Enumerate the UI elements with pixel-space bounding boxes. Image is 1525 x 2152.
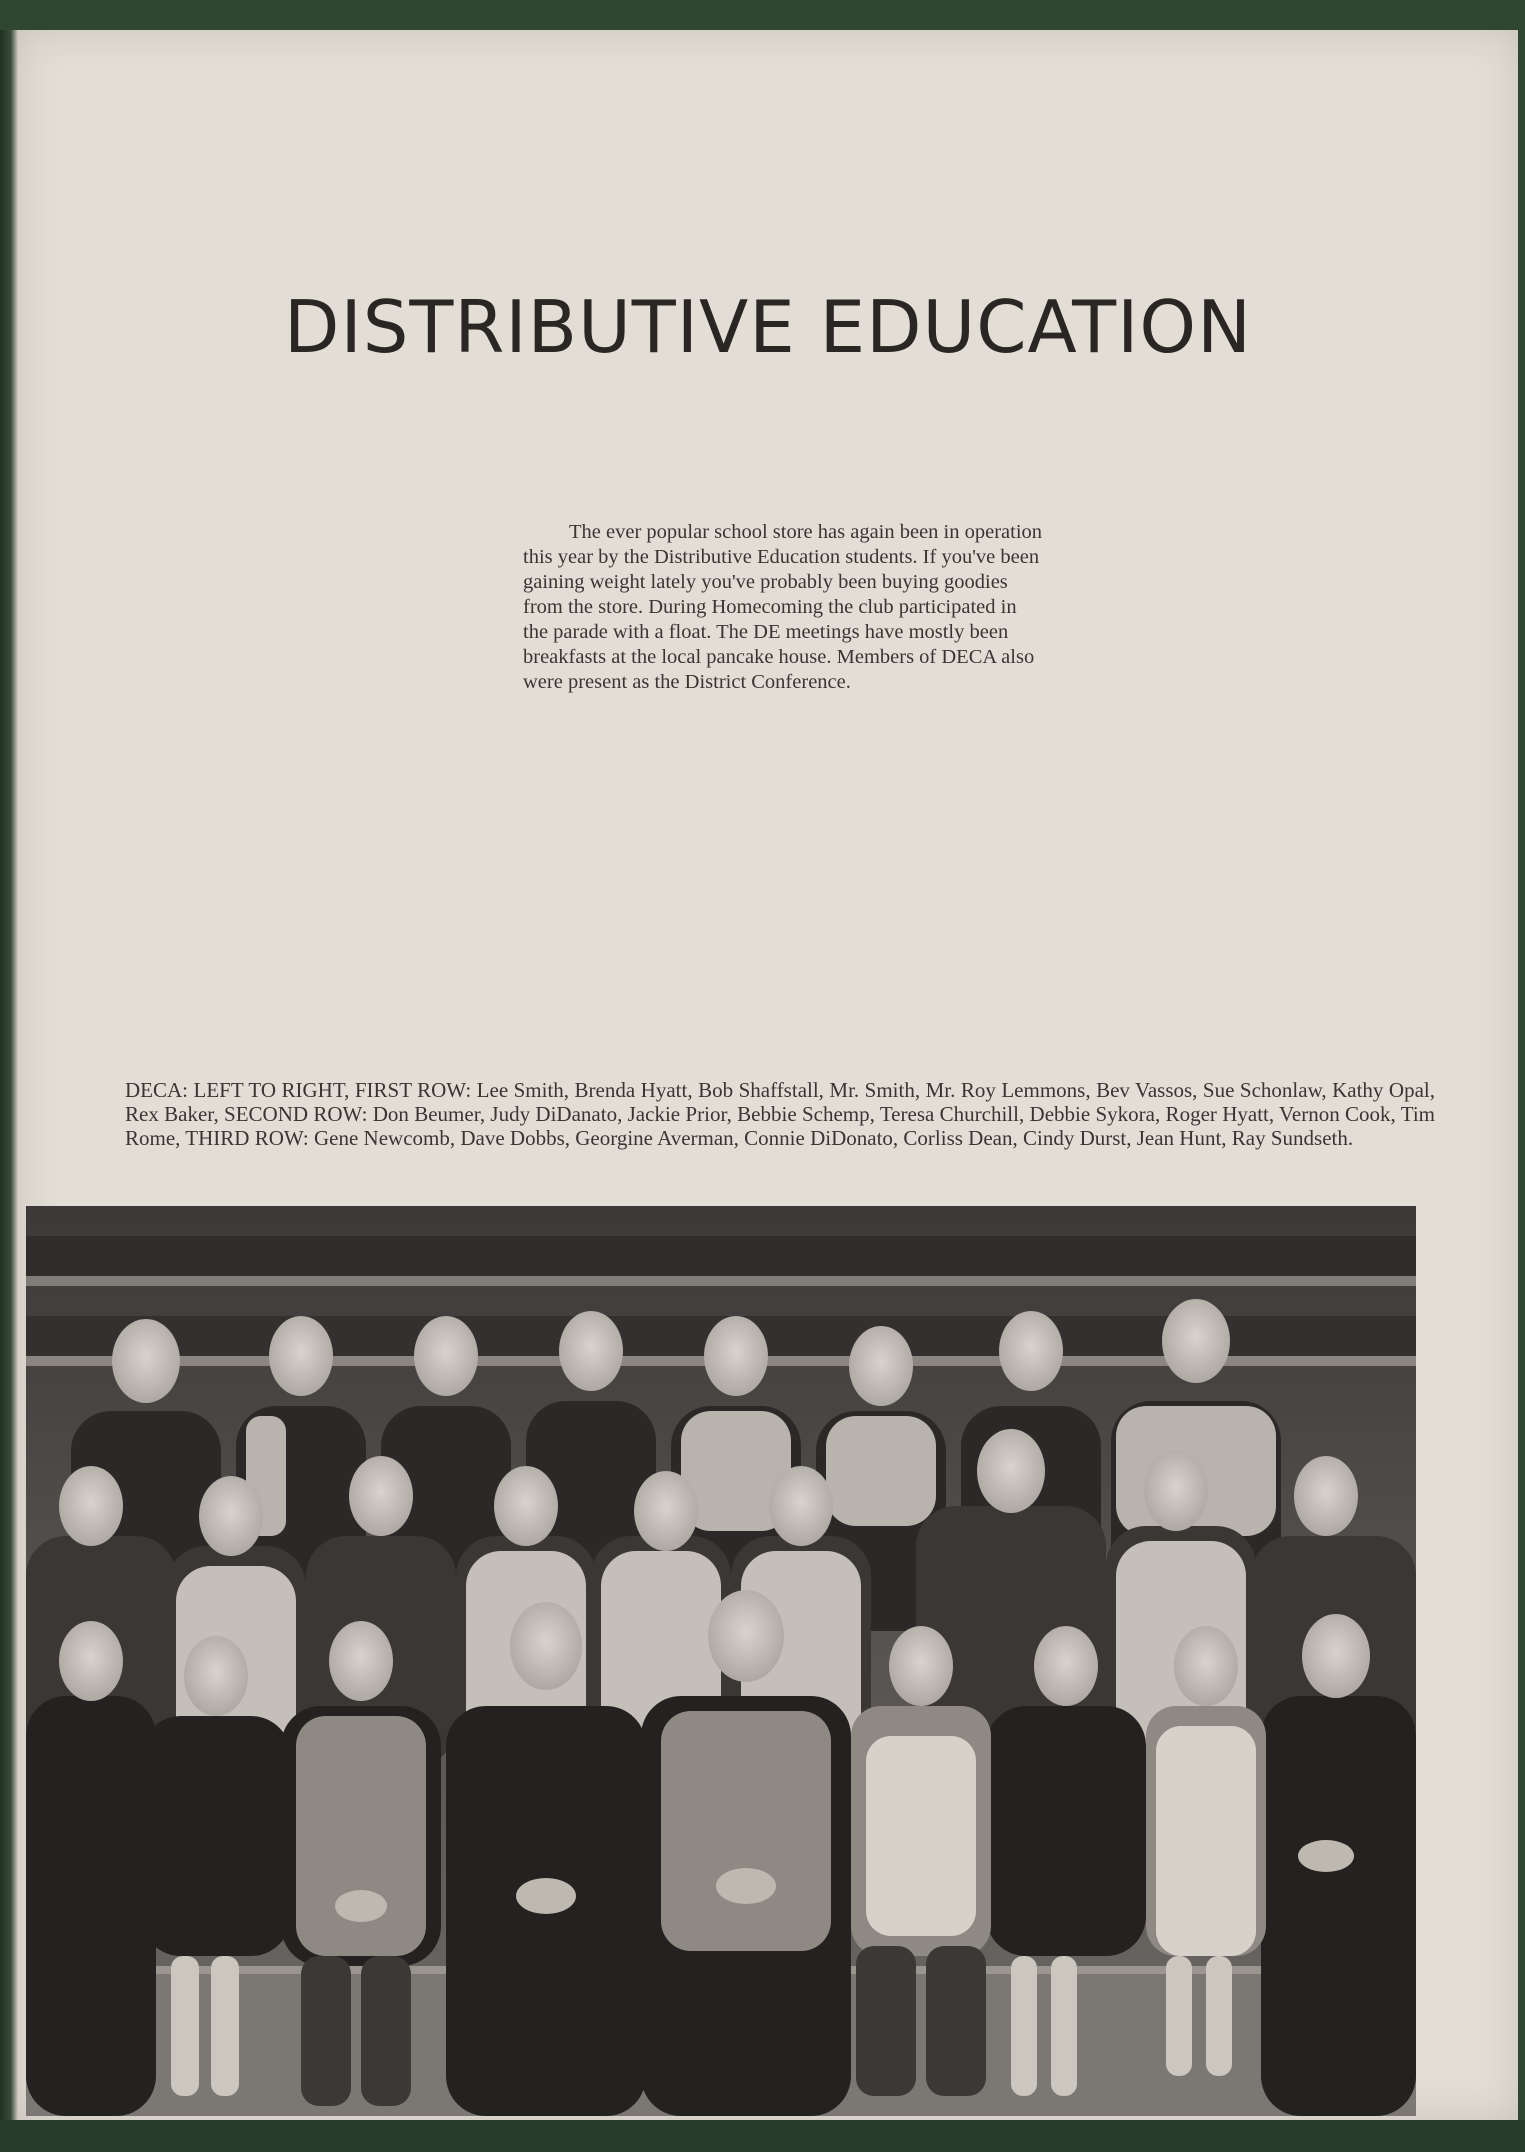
intro-paragraph: The ever popular school store has again been in operation this year by the Distributive Education students. If you've been gaining weight lately you've probably been buying goodies from the store. During Homecoming the club participated in the parade with a float. The DE meetings have mostly been breakfasts at the local pancake house. Members of DECA also were present as the District Conference.: [523, 521, 1043, 693]
book-spine-edge: [0, 30, 18, 2120]
group-photo: [26, 1206, 1416, 2116]
cover-bottom-edge: [0, 2120, 1525, 2152]
photo-caption: DECA: LEFT TO RIGHT, FIRST ROW: Lee Smith, Brenda Hyatt, Bob Shaffstall, Mr. Smith, Mr. Roy Lemmons, Bev Vassos, Sue Schonlaw, Kathy Opal, Rex Baker, SECOND ROW: Don Beumer, Judy DiDanato, Jackie Prior, Bebbie Schemp, Teresa Churchill, Debbie Sykora, Roger Hyatt, Vernon Cook, Tim Rome, THIRD ROW: Gene Newcomb, Dave Dobbs, Georgine Averman, Connie DiDonato, Corliss Dean, Cindy Durst, Jean Hunt, Ray Sundseth.: [125, 1078, 1435, 1150]
yearbook-page: [18, 30, 1518, 2120]
page-title: DISTRIBUTIVE EDUCATION: [284, 285, 1252, 369]
